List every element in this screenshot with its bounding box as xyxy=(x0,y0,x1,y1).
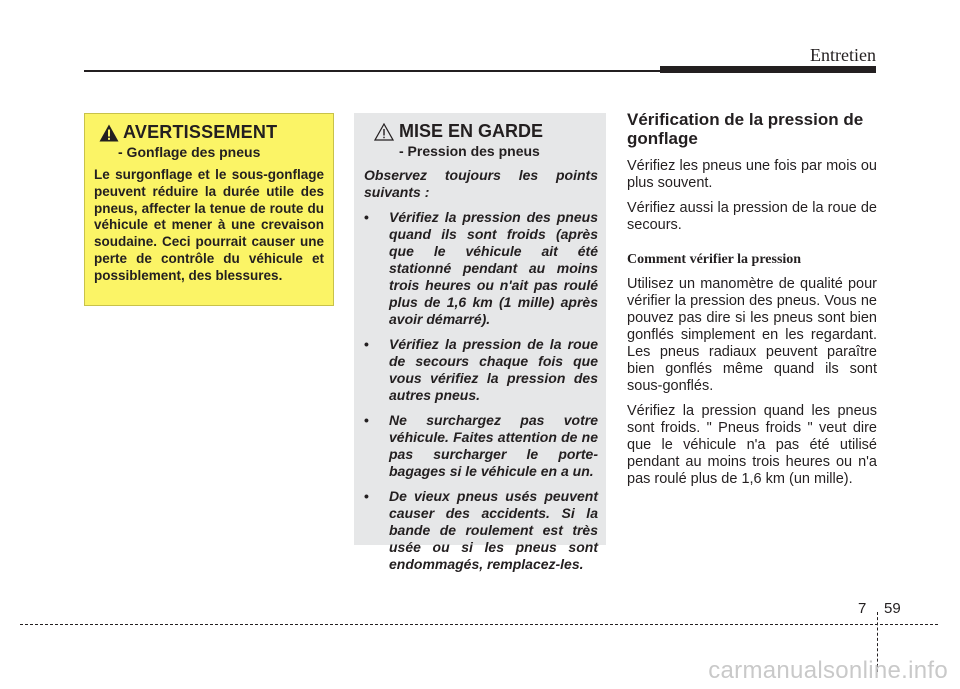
watermark: carmanualsonline.info xyxy=(708,657,948,684)
section-heading: Vérification de la pression de gonflage xyxy=(627,110,864,148)
caution-item: • De vieux pneus usés peuvent causer des accidents. Si la bande de roulement est très usée ou si les pneus sont endommagés, remplacez-les. xyxy=(364,488,598,572)
warning-text: Le surgonflage et le sous-gonflage peuvent réduire la durée utile des pneus, affecter la tenue de route du véhicule et mener à une crevaison soudaine. Ceci pourrait causer une perte de contrôle du véhicule et possiblement, des blessures. xyxy=(94,167,324,283)
caution-item: • Ne surchargez pas votre véhicule. Faites attention de ne pas surcharger le porte-bagages si le véhicule en a un. xyxy=(364,412,598,479)
paragraph-monthly-check: Vérifiez les pneus une fois par mois ou plus souvent. xyxy=(627,158,877,191)
warning-title: AVERTISSEMENT xyxy=(123,122,278,142)
paragraph-cold-tires: Vérifiez la pression quand les pneus sont froids. " Pneus froids " veut dire que le véhicule n'a pas été utilisé pendant au moins trois heures ou n'a pas roulé plus de 1,6 km (un mille). xyxy=(627,403,877,487)
chapter-number: 7 xyxy=(858,600,867,617)
caution-box xyxy=(354,113,606,572)
page-number: 59 xyxy=(884,600,901,617)
caution-triangle-icon xyxy=(374,123,394,141)
caution-subtitle: - Pression des pneus xyxy=(399,143,540,159)
header-rule xyxy=(84,70,660,72)
warning-box xyxy=(84,113,334,306)
caution-list xyxy=(364,209,598,573)
section-title: Entretien xyxy=(810,45,876,65)
warning-header xyxy=(94,122,324,146)
paragraph-gauge: Utilisez un manomètre de qualité pour vérifier la pression des pneus. Vous ne pouvez pas dire si les pneus sont bien gonflés simplement en les regardant. Les pneus radiaux peuvent paraître bien gonflés même quand ils sont sous-gonflés. xyxy=(627,276,877,394)
caution-intro: Observez toujours les points suivants : xyxy=(364,167,598,200)
subheading-how-to-check: Comment vérifier la pression xyxy=(627,252,802,267)
caution-title: MISE EN GARDE xyxy=(399,121,544,141)
caution-header xyxy=(364,121,598,143)
warning-subtitle: - Gonflage des pneus xyxy=(118,144,261,160)
header-bar xyxy=(660,66,876,73)
footer-rule xyxy=(20,624,938,625)
main-content xyxy=(627,110,877,496)
warning-triangle-icon xyxy=(99,124,119,142)
caution-item: • Vérifiez la pression de la roue de secours chaque fois que vous vérifiez la pression des autres pneus. xyxy=(364,336,598,403)
caution-item: • Vérifiez la pression des pneus quand ils sont froids (après que le véhicule ait été stationné pendant au moins trois heures ou n'ait pas roulé plus de 1,6 km (1 mille) après avoir démarré). xyxy=(364,209,598,327)
paragraph-spare-tire: Vérifiez aussi la pression de la roue de secours. xyxy=(627,200,877,233)
